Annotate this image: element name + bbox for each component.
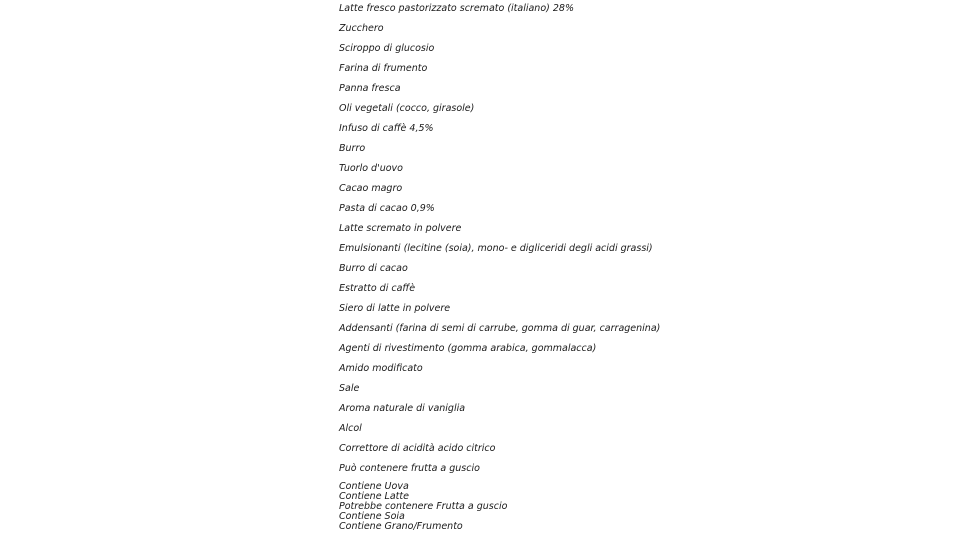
ingredient-item: Addensanti (farina di semi di carrube, gomma di guar, carragenina) bbox=[339, 323, 661, 334]
ingredient-item: Agenti di rivestimento (gomma arabica, gommalacca) bbox=[339, 343, 597, 354]
ingredient-item: Siero di latte in polvere bbox=[339, 303, 451, 314]
allergen-item: Contiene Grano/Frumento bbox=[339, 521, 463, 532]
ingredient-item: Può contenere frutta a guscio bbox=[339, 463, 480, 474]
ingredient-item: Burro di cacao bbox=[339, 263, 408, 274]
ingredient-item: Sciroppo di glucosio bbox=[339, 43, 435, 54]
ingredient-item: Sale bbox=[339, 383, 360, 394]
allergen-item: Contiene Latte bbox=[339, 491, 409, 502]
ingredient-item: Estratto di caffè bbox=[339, 283, 416, 294]
ingredient-item: Aroma naturale di vaniglia bbox=[339, 403, 466, 414]
ingredient-item: Farina di frumento bbox=[339, 63, 428, 74]
ingredients-list bbox=[339, 2, 660, 482]
ingredient-item: Cacao magro bbox=[339, 183, 403, 194]
ingredient-item: Correttore di acidità acido citrico bbox=[339, 443, 496, 454]
ingredient-item: Infuso di caffè 4,5% bbox=[339, 123, 434, 134]
allergen-item: Potrebbe contenere Frutta a guscio bbox=[339, 501, 508, 512]
ingredient-item: Burro bbox=[339, 143, 366, 154]
ingredient-item: Emulsionanti (lecitine (soia), mono- e digliceridi degli acidi grassi) bbox=[339, 243, 653, 254]
ingredient-item: Alcol bbox=[339, 423, 362, 434]
ingredient-item: Latte fresco pastorizzato scremato (italiano) 28% bbox=[339, 3, 574, 14]
ingredient-item: Oli vegetali (cocco, girasole) bbox=[339, 103, 475, 114]
ingredient-item: Panna fresca bbox=[339, 83, 401, 94]
allergens-list bbox=[339, 482, 507, 532]
ingredient-item: Pasta di cacao 0,9% bbox=[339, 203, 435, 214]
ingredient-item: Zucchero bbox=[339, 23, 384, 34]
ingredient-item: Latte scremato in polvere bbox=[339, 223, 462, 234]
allergen-item: Contiene Uova bbox=[339, 481, 409, 492]
ingredient-item: Amido modificato bbox=[339, 363, 423, 374]
allergen-item: Contiene Soia bbox=[339, 511, 405, 522]
ingredient-item: Tuorlo d'uovo bbox=[339, 163, 403, 174]
